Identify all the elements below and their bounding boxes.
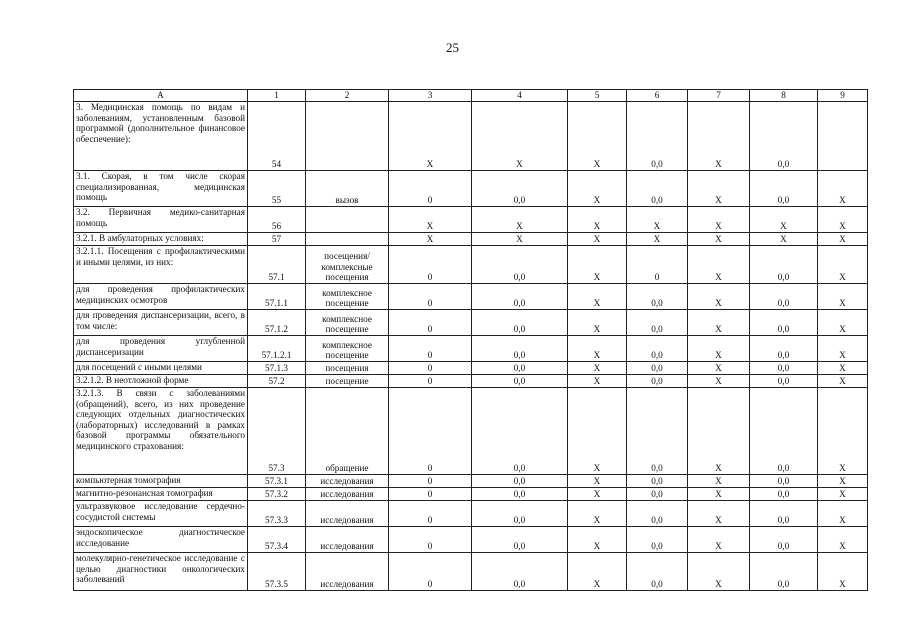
table-cell: 0,0	[472, 501, 568, 527]
table-cell: 0,0	[750, 171, 818, 207]
row-label-cell: магнитно-резонансная томография	[74, 488, 248, 501]
table-cell: Х	[688, 310, 750, 336]
table-row	[74, 284, 868, 310]
table-cell: Х	[818, 375, 868, 388]
table-row	[74, 375, 868, 388]
table-cell: 0	[389, 171, 472, 207]
table-cell: 0,0	[627, 501, 688, 527]
table-cell: Х	[688, 362, 750, 375]
table-row	[74, 246, 868, 284]
table-cell: 55	[248, 171, 306, 207]
table-cell: 0	[389, 527, 472, 553]
table-cell: 0,0	[627, 284, 688, 310]
table-cell	[306, 233, 389, 246]
column-header: 5	[568, 90, 627, 102]
table-cell: Х	[688, 375, 750, 388]
table-cell: исследования	[306, 553, 389, 591]
row-label-cell: для проведения углубленной диспансеризации	[74, 336, 248, 362]
table-row	[74, 233, 868, 246]
table-cell: Х	[818, 233, 868, 246]
table-row	[74, 501, 868, 527]
table-cell: Х	[568, 284, 627, 310]
table-cell: посещения	[306, 362, 389, 375]
table-cell: Х	[568, 488, 627, 501]
table-cell: Х	[568, 501, 627, 527]
table-cell: Х	[818, 171, 868, 207]
table-cell: 0,0	[750, 375, 818, 388]
table-cell: 0,0	[627, 362, 688, 375]
table-cell: 0	[389, 246, 472, 284]
row-label-cell: 3. Медицинская помощь по видам и заболеваниям, установленным базовой программой (дополнительное финансовое обеспечение):	[74, 102, 248, 171]
table-cell: Х	[688, 246, 750, 284]
table-cell: 57.2	[248, 375, 306, 388]
table-cell: Х	[389, 102, 472, 171]
table-row	[74, 475, 868, 488]
table-cell: 0,0	[750, 362, 818, 375]
row-label-cell: 3.1. Скорая, в том числе скорая специализированная, медицинская помощь	[74, 171, 248, 207]
table-cell: Х	[818, 310, 868, 336]
table-cell: комплексное посещение	[306, 310, 389, 336]
table-cell: 0	[389, 310, 472, 336]
row-label-cell: ультразвуковое исследование сердечно-сосудистой системы	[74, 501, 248, 527]
table-cell: Х	[568, 336, 627, 362]
table-cell: Х	[568, 475, 627, 488]
table-cell: Х	[568, 310, 627, 336]
table-cell: 0,0	[627, 488, 688, 501]
table-cell: посещение	[306, 375, 389, 388]
table-cell: 0,0	[627, 336, 688, 362]
table-cell: 0,0	[750, 102, 818, 171]
row-label-cell: эндоскопическое диагностическое исследование	[74, 527, 248, 553]
row-label-cell: 3.2. Первичная медико-санитарная помощь	[74, 207, 248, 233]
column-header: 8	[750, 90, 818, 102]
table-row	[74, 553, 868, 591]
table-cell: 0,0	[627, 475, 688, 488]
row-label-cell: молекулярно-генетическое исследование с целью диагностики онкологических заболеваний	[74, 553, 248, 591]
table-cell: Х	[688, 284, 750, 310]
table-header-row	[74, 90, 868, 102]
table-cell: исследования	[306, 501, 389, 527]
table-cell: 0,0	[472, 375, 568, 388]
table-cell: 0,0	[472, 171, 568, 207]
table-cell: Х	[688, 527, 750, 553]
table-cell: 0,0	[750, 310, 818, 336]
page-number: 25	[446, 40, 459, 55]
table-cell: 57	[248, 233, 306, 246]
table-cell: обращение	[306, 388, 389, 475]
table-cell: Х	[472, 207, 568, 233]
column-header: 1	[248, 90, 306, 102]
table-cell: 0,0	[750, 388, 818, 475]
table-cell: Х	[688, 102, 750, 171]
table-cell: Х	[688, 553, 750, 591]
table-cell: 0	[389, 362, 472, 375]
table-cell: 0	[389, 284, 472, 310]
table-cell: 0,0	[750, 336, 818, 362]
table-cell: 0	[389, 336, 472, 362]
table-cell: 0,0	[750, 527, 818, 553]
table-cell: 0	[389, 375, 472, 388]
table-cell: 57.1.2	[248, 310, 306, 336]
column-header: 9	[818, 90, 868, 102]
table-cell: Х	[688, 488, 750, 501]
table-cell: комплексное посещение	[306, 336, 389, 362]
table-cell: Х	[688, 501, 750, 527]
table-cell: Х	[568, 388, 627, 475]
row-label-cell: для посещений с иными целями	[74, 362, 248, 375]
table-cell: Х	[818, 501, 868, 527]
table-cell: комплексное посещение	[306, 284, 389, 310]
table-cell: Х	[472, 233, 568, 246]
table-cell: 0,0	[472, 475, 568, 488]
table-row	[74, 102, 868, 171]
row-label-cell: 3.2.1.2. В неотложной форме	[74, 375, 248, 388]
table-cell	[306, 102, 389, 171]
column-header: 6	[627, 90, 688, 102]
table-cell: 0,0	[627, 375, 688, 388]
table-cell	[306, 207, 389, 233]
table-cell	[818, 102, 868, 171]
table-cell: Х	[568, 171, 627, 207]
table-cell: Х	[818, 284, 868, 310]
table-cell: Х	[568, 207, 627, 233]
table-cell: Х	[568, 362, 627, 375]
table-cell: 0,0	[750, 284, 818, 310]
row-label-cell: компьютерная томография	[74, 475, 248, 488]
table-cell: 57.3.3	[248, 501, 306, 527]
column-header: 4	[472, 90, 568, 102]
table-cell: Х	[688, 207, 750, 233]
table-cell: Х	[472, 102, 568, 171]
column-header: 7	[688, 90, 750, 102]
table-cell: 57.3	[248, 388, 306, 475]
row-label-cell: для проведения диспансеризации, всего, в том числе:	[74, 310, 248, 336]
table-cell: исследования	[306, 488, 389, 501]
table-cell: Х	[750, 207, 818, 233]
table-cell: 0,0	[627, 527, 688, 553]
table-cell: Х	[627, 233, 688, 246]
table-cell: 57.1.3	[248, 362, 306, 375]
table-cell: Х	[818, 488, 868, 501]
table-row	[74, 336, 868, 362]
table-cell: Х	[688, 233, 750, 246]
table-cell: Х	[568, 233, 627, 246]
table-cell: 0	[389, 388, 472, 475]
table-cell: 0,0	[472, 310, 568, 336]
table-cell: 0,0	[750, 475, 818, 488]
table-cell: 0,0	[750, 246, 818, 284]
table-cell: Х	[627, 207, 688, 233]
row-label-cell: для проведения профилактических медицинских осмотров	[74, 284, 248, 310]
table-cell: Х	[818, 527, 868, 553]
table-cell: 0,0	[472, 284, 568, 310]
table-cell: 0,0	[472, 246, 568, 284]
table-cell: 0,0	[472, 553, 568, 591]
row-label-cell: 3.2.1.1. Посещения с профилактическими и иными целями, из них:	[74, 246, 248, 284]
table-cell: 56	[248, 207, 306, 233]
table-cell: 57.1	[248, 246, 306, 284]
table-cell: Х	[568, 102, 627, 171]
table-cell: Х	[688, 388, 750, 475]
table-cell: 0	[389, 553, 472, 591]
table-cell: 0,0	[750, 488, 818, 501]
table-row	[74, 362, 868, 375]
table-row	[74, 527, 868, 553]
table-cell: посещения/ комплексные посещения	[306, 246, 389, 284]
table-cell: Х	[688, 475, 750, 488]
table-row	[74, 488, 868, 501]
table-cell: 0	[627, 246, 688, 284]
table-row	[74, 207, 868, 233]
table-cell: Х	[568, 246, 627, 284]
table-cell: 0,0	[472, 488, 568, 501]
row-label-cell: 3.2.1. В амбулаторных условиях:	[74, 233, 248, 246]
table-cell: Х	[750, 233, 818, 246]
table-cell: Х	[818, 475, 868, 488]
data-table	[73, 89, 868, 591]
table-cell: Х	[568, 375, 627, 388]
table-cell: 57.1.2.1	[248, 336, 306, 362]
row-label-cell: 3.2.1.3. В связи с заболеваниями (обращений), всего, из них проведение следующих отдельных диагностических (лабораторных) исследований в рамках базовой программы обязательного медицинского страхования:	[74, 388, 248, 475]
table-cell: Х	[568, 553, 627, 591]
table-cell: 0,0	[750, 501, 818, 527]
table-cell: 0,0	[627, 553, 688, 591]
table-cell: Х	[389, 233, 472, 246]
table-cell: Х	[818, 388, 868, 475]
table-cell: Х	[688, 171, 750, 207]
table-cell: Х	[818, 207, 868, 233]
table-cell: 57.3.4	[248, 527, 306, 553]
table-row	[74, 310, 868, 336]
table-cell: 0	[389, 501, 472, 527]
table-row	[74, 388, 868, 475]
table-cell: Х	[389, 207, 472, 233]
table-cell: 0,0	[627, 102, 688, 171]
table-cell: Х	[818, 246, 868, 284]
table-cell: 57.3.2	[248, 488, 306, 501]
table-cell: исследования	[306, 527, 389, 553]
table-cell: 0,0	[472, 388, 568, 475]
table-cell: 0,0	[472, 336, 568, 362]
table-cell: вызов	[306, 171, 389, 207]
table-cell: 57.1.1	[248, 284, 306, 310]
table-cell: 0	[389, 488, 472, 501]
table-cell: 0,0	[472, 362, 568, 375]
table-cell: Х	[818, 362, 868, 375]
table-cell: 0,0	[472, 527, 568, 553]
column-header: 3	[389, 90, 472, 102]
table-cell: Х	[818, 553, 868, 591]
table-cell: исследования	[306, 475, 389, 488]
table-cell: 0,0	[627, 388, 688, 475]
table-cell: 0,0	[750, 553, 818, 591]
table-cell: 0,0	[627, 171, 688, 207]
table-cell: 0	[389, 475, 472, 488]
table-row	[74, 171, 868, 207]
table-cell: 57.3.5	[248, 553, 306, 591]
table-cell: 54	[248, 102, 306, 171]
table-cell: Х	[818, 336, 868, 362]
column-header: А	[74, 90, 248, 102]
table-cell: Х	[688, 336, 750, 362]
table-cell: 57.3.1	[248, 475, 306, 488]
table-cell: Х	[568, 527, 627, 553]
table-cell: 0,0	[627, 310, 688, 336]
column-header: 2	[306, 90, 389, 102]
